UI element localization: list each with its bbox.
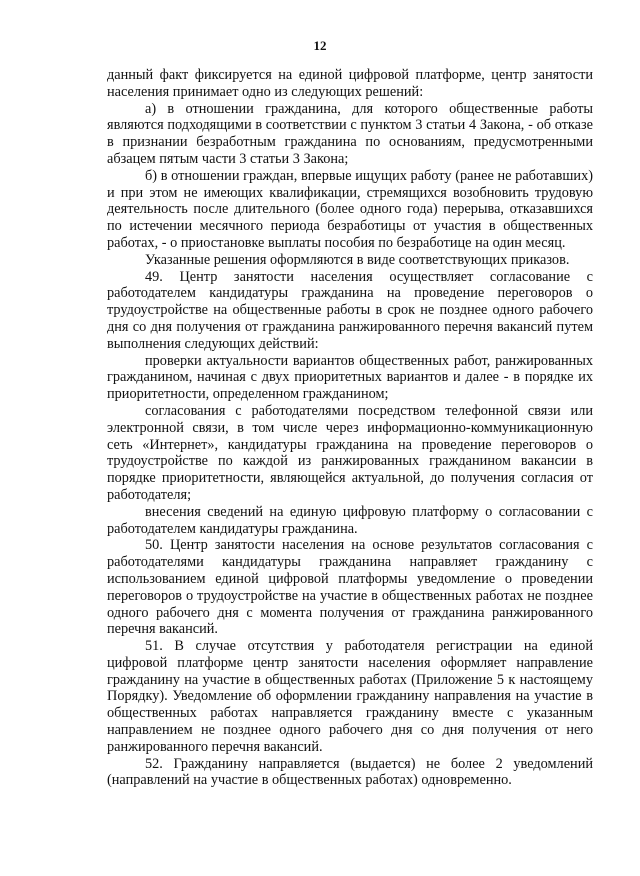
paragraph-50: 50. Центр занятости населения на основе результатов согласования с работодателями кандидатуры гражданина направляет гражданину с использованием единой цифровой платформы уведомление о проведении переговоров о трудоустройстве на участие в общественных работах не позднее одного рабочего дня с момента получения от гражданина ранжированного перечня вакансий. [107,537,593,638]
paragraph-item-b: б) в отношении граждан, впервые ищущих работу (ранее не работавших) и при этом не имеющих квалификации, стремящихся возобновить трудовую деятельность после длительного (более одного года) перерыва, отказавшихся по истечении месячного периода безработицы от участия в общественных работах, - о приостановке выплаты пособия по безработице на один месяц. [107,167,593,251]
paragraph-49-agreement: согласования с работодателями посредством телефонной связи или электронной связи, в том числе через информационно-коммуникационную сеть «Интернет», кандидатуры гражданина на проведение переговоров о трудоустройстве по каждой из ранжированных гражданином вакансии в порядке приоритетности, являющейся актуальной, до получения согласия от работодателя; [107,402,593,503]
paragraph-49-check: проверки актуальности вариантов общественных работ, ранжированных гражданином, начиная с двух приоритетных вариантов и далее - в порядке их приоритетности, определенном гражданином; [107,352,593,403]
paragraph-item-a: а) в отношении гражданина, для которого общественные работы являются подходящими в соответствии с пунктом 3 статьи 4 Закона, - об отказе в признании безработным гражданина по основаниям, предусмотренными абзацем пятым части 3 статьи 3 Закона; [107,100,593,167]
paragraph-52: 52. Гражданину направляется (выдается) не более 2 уведомлений (направлений на участие в общественных работах) одновременно. [107,755,593,789]
page-number: 12 [313,38,327,53]
paragraph-51: 51. В случае отсутствия у работодателя регистрации на единой цифровой платформе центр занятости населения оформляет направление гражданину на участие в общественных работах (Приложение 5 к настоящему Порядку). Уведомление об оформлении гражданину направления на участие в общественных работах направляется гражданину вместе с указанным направлением не позднее одного рабочего дня со дня получения от него ранжированного перечня вакансий. [107,638,593,755]
paragraph-49: 49. Центр занятости населения осуществляет согласование с работодателем кандидатуры гражданина на проведение переговоров о трудоустройстве на общественные работы в срок не позднее одного рабочего дня со дня получения от гражданина ранжированного перечня вакансий путем выполнения следующих действий: [107,268,593,352]
paragraph-49-entry: внесения сведений на единую цифровую платформу о согласовании с работодателем кандидатуры гражданина. [107,503,593,537]
paragraph-continuation: данный факт фиксируется на единой цифровой платформе, центр занятости населения принимает одно из следующих решений: [107,67,593,100]
document-body [107,67,593,789]
paragraph-decisions-note: Указанные решения оформляются в виде соответствующих приказов. [145,251,570,268]
